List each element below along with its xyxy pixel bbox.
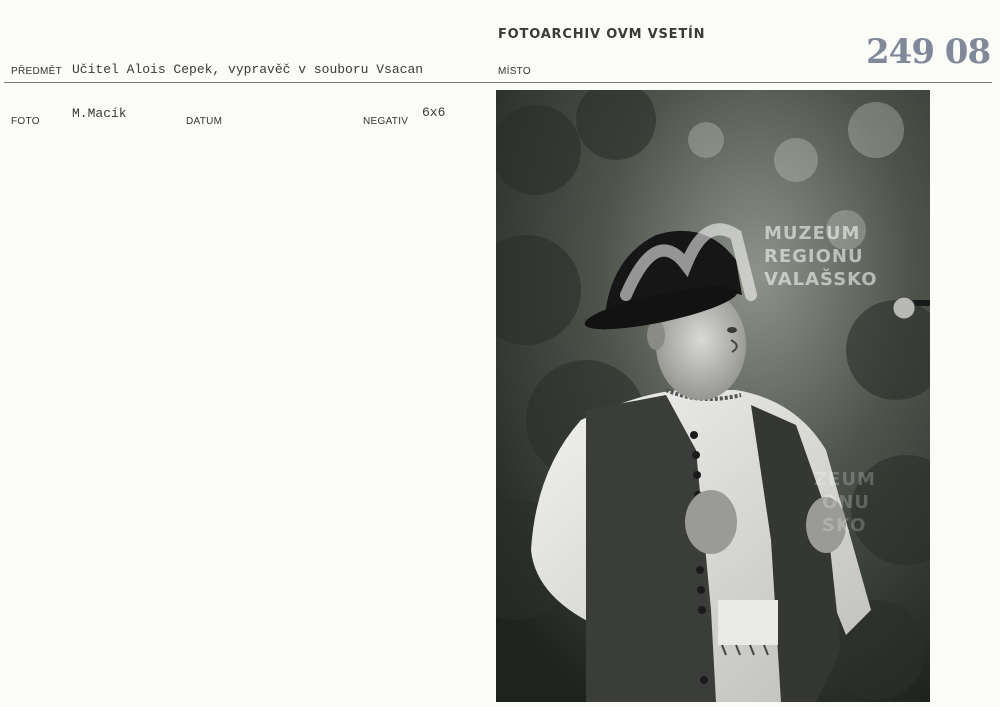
- watermark-echo-3: SKO: [822, 515, 867, 536]
- photo-label: FOTO: [11, 116, 40, 127]
- place-label: MÍSTO: [498, 66, 531, 77]
- subject-label: PŘEDMĚT: [11, 66, 62, 77]
- negative-label: NEGATIV: [363, 116, 409, 127]
- negative-value: 6x6: [422, 105, 446, 120]
- watermark-line-1: MUZEUM: [764, 223, 861, 244]
- museum-logo-icon: [616, 205, 766, 305]
- watermark-line-3: VALAŠSKO: [764, 269, 878, 290]
- header-divider: [4, 82, 992, 83]
- archive-title: FOTOARCHIV OVM VSETÍN: [498, 27, 706, 42]
- subject-value: Učitel Alois Cepek, vypravěč v souboru Vsacan: [72, 62, 424, 77]
- watermark-echo: [814, 468, 876, 537]
- watermark-echo-1: ZEUM: [814, 469, 876, 490]
- inventory-number-stamp: 249 08: [866, 32, 991, 72]
- date-label: DATUM: [186, 116, 223, 127]
- watermark-line-2: REGIONU: [764, 246, 864, 267]
- photo-illustration: [496, 90, 930, 702]
- archival-photograph: [496, 90, 930, 702]
- photographer-value: M.Macík: [72, 106, 127, 121]
- watermark-text: [764, 222, 878, 291]
- watermark-echo-2: ONU: [822, 492, 870, 513]
